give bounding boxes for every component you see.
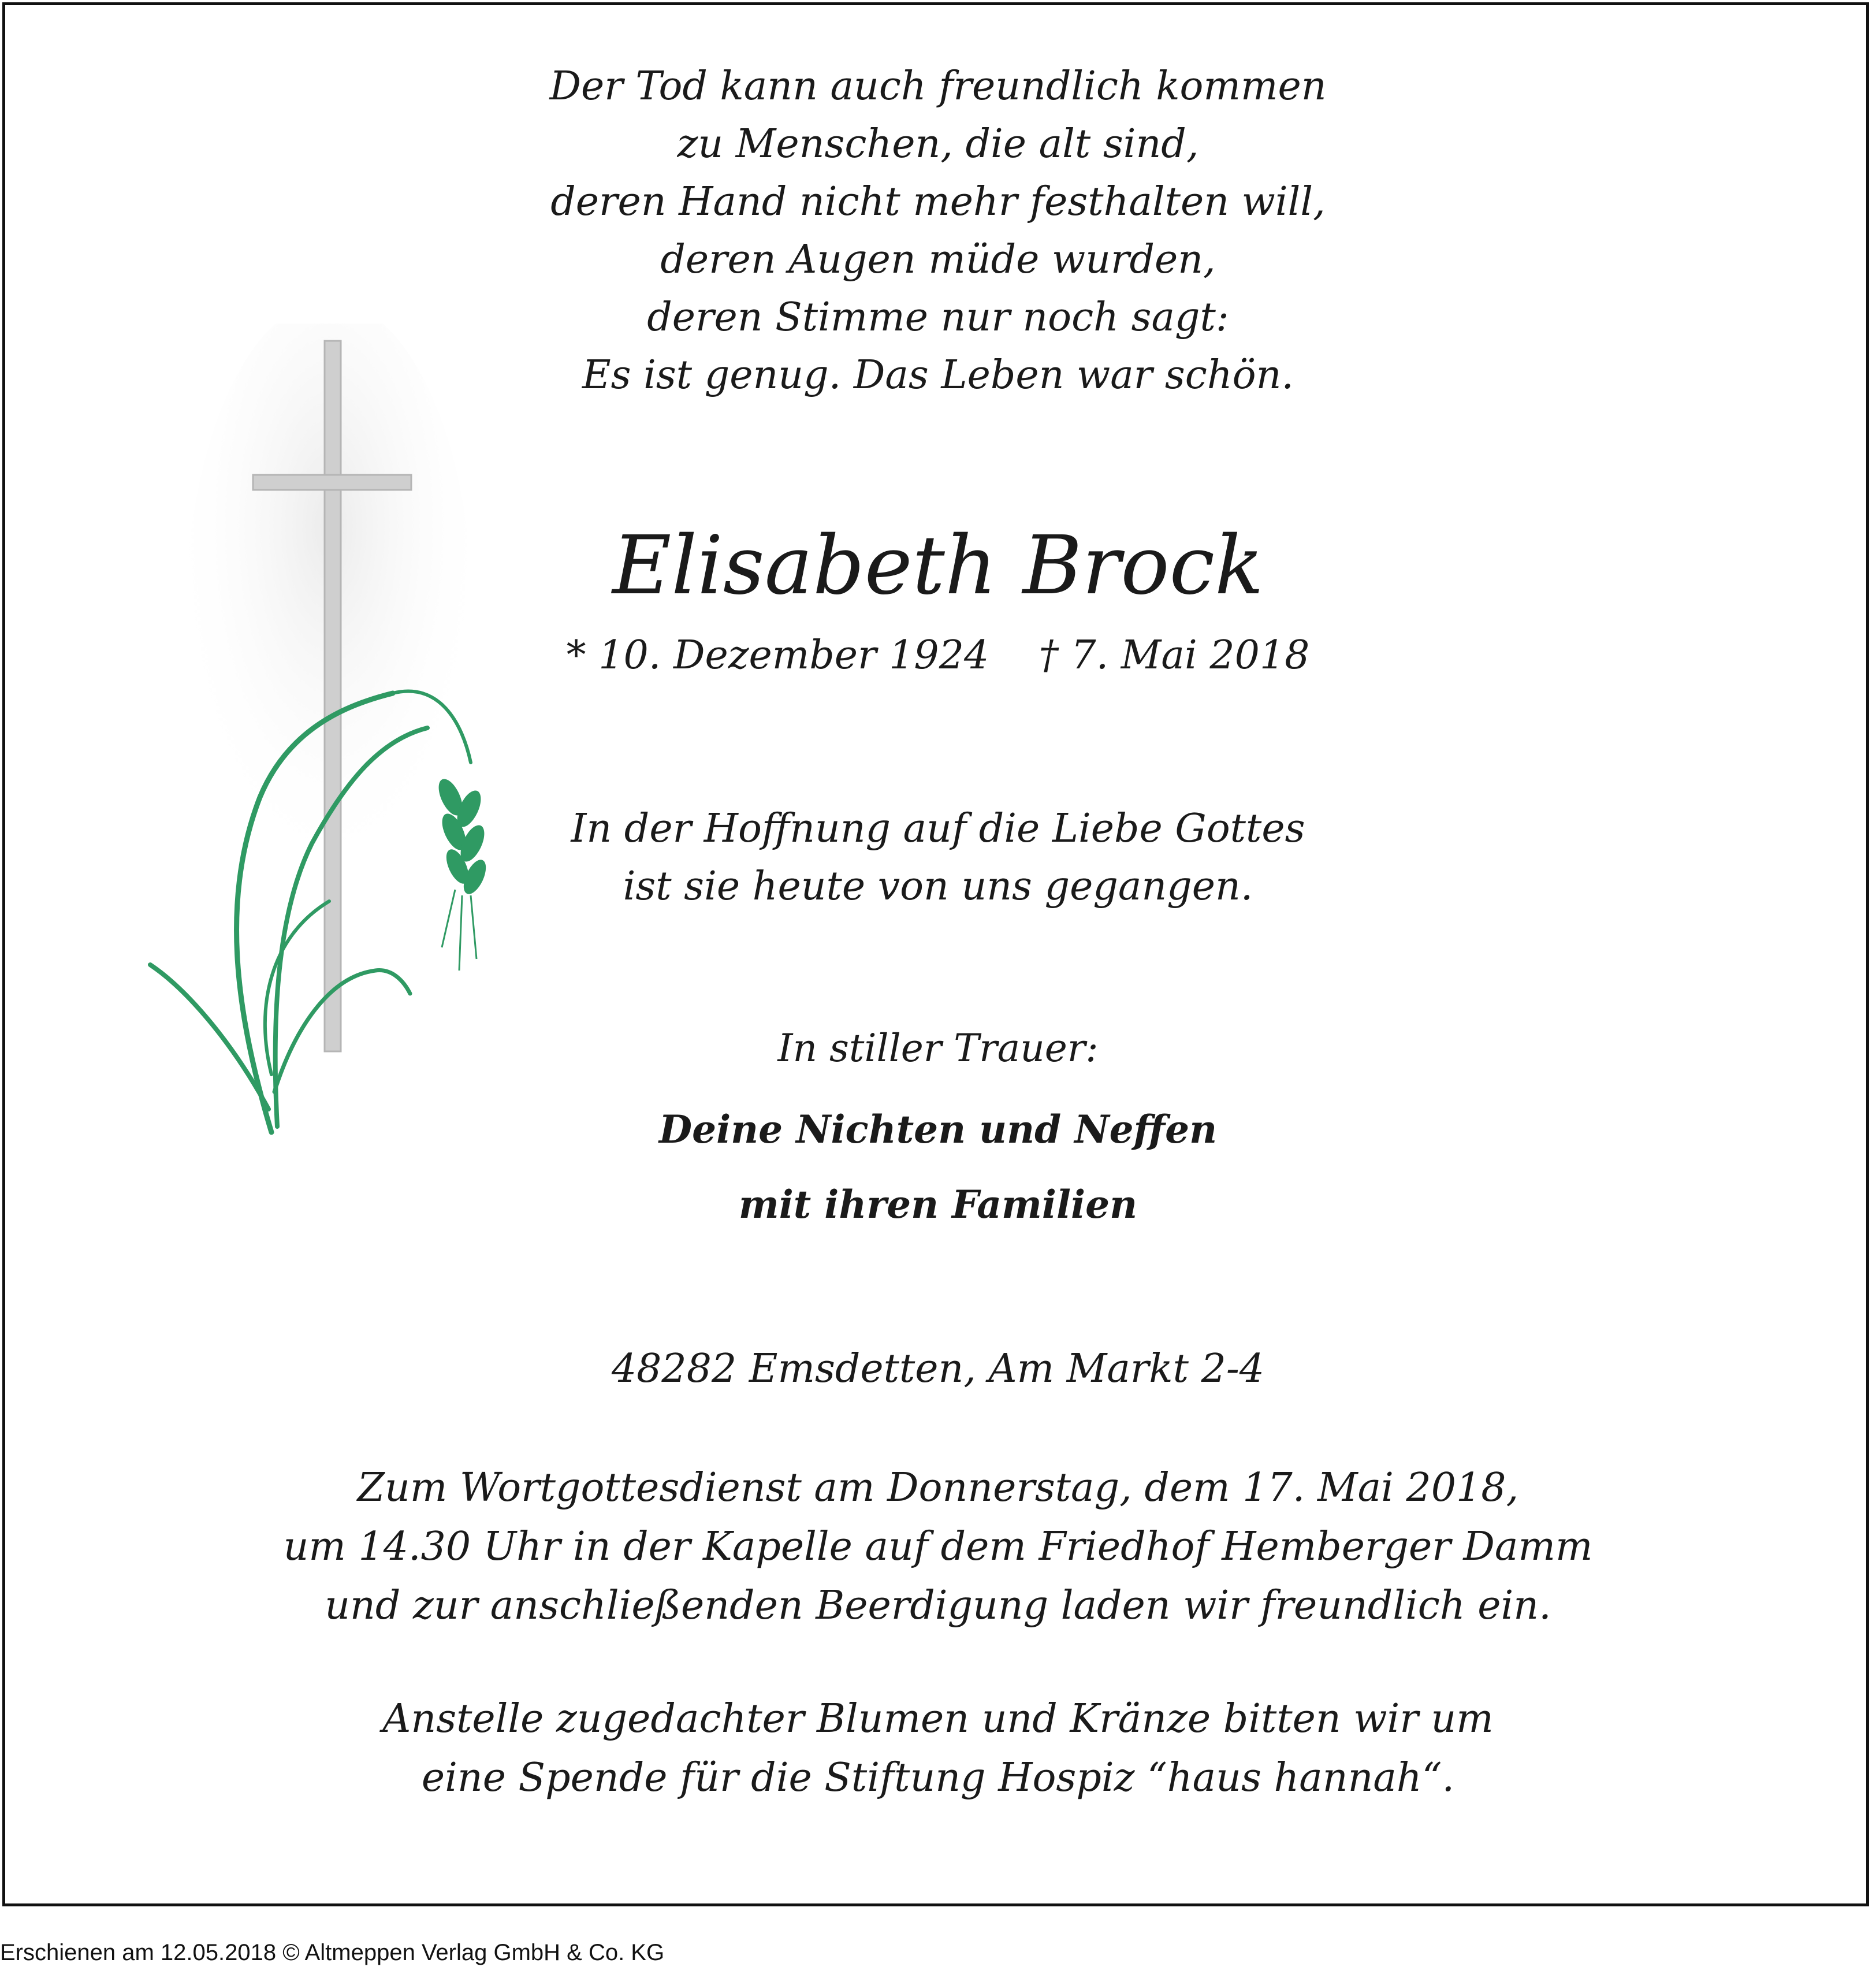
donation-line: Anstelle zugedachter Blumen und Kränze bitten wir um: [382, 1696, 1494, 1742]
mourners-line: mit ihren Familien: [738, 1182, 1138, 1227]
poem-line: Es ist genug. Das Leben war schön.: [582, 352, 1294, 398]
donation-line: eine Spende für die Stiftung Hospiz “haus hannah“.: [421, 1755, 1455, 1801]
service-info: [0, 1459, 1876, 1635]
poem-line: zu Menschen, die alt sind,: [677, 121, 1199, 167]
poem-line: deren Hand nicht mehr festhalten will,: [550, 179, 1326, 225]
service-line: um 14.30 Uhr in der Kapelle auf dem Friedhof Hemberger Damm: [283, 1524, 1593, 1570]
donation-request: [0, 1690, 1876, 1808]
poem-line: deren Stimme nur noch sagt:: [647, 295, 1229, 340]
poem: [0, 58, 1876, 404]
publication-footer: Erschienen am 12.05.2018 © Altmeppen Verlag GmbH & Co. KG: [0, 1940, 665, 1965]
mourners: [0, 1092, 1876, 1242]
service-line: Zum Wortgottesdienst am Donnerstag, dem 17. Mai 2018,: [357, 1465, 1519, 1511]
life-dates: * 10. Dezember 1924 † 7. Mai 2018: [566, 633, 1310, 678]
mourners-line: Deine Nichten und Neffen: [658, 1107, 1218, 1152]
address: 48282 Emsdetten, Am Markt 2-4: [611, 1346, 1265, 1392]
poem-line: Der Tod kann auch freundlich kommen: [549, 64, 1327, 109]
cross-with-wheat-icon: [139, 324, 497, 1144]
hope-text: [0, 800, 1876, 916]
hope-line: ist sie heute von uns gegangen.: [623, 864, 1253, 909]
service-line: und zur anschließenden Beerdigung laden wir freundlich ein.: [325, 1583, 1551, 1628]
deceased-name: Elisabeth Brock: [612, 519, 1264, 613]
poem-line: deren Augen müde wurden,: [660, 237, 1216, 282]
hope-line: In der Hoffnung auf die Liebe Gottes: [571, 806, 1305, 852]
mourning-intro: In stiller Trauer:: [777, 1026, 1099, 1070]
